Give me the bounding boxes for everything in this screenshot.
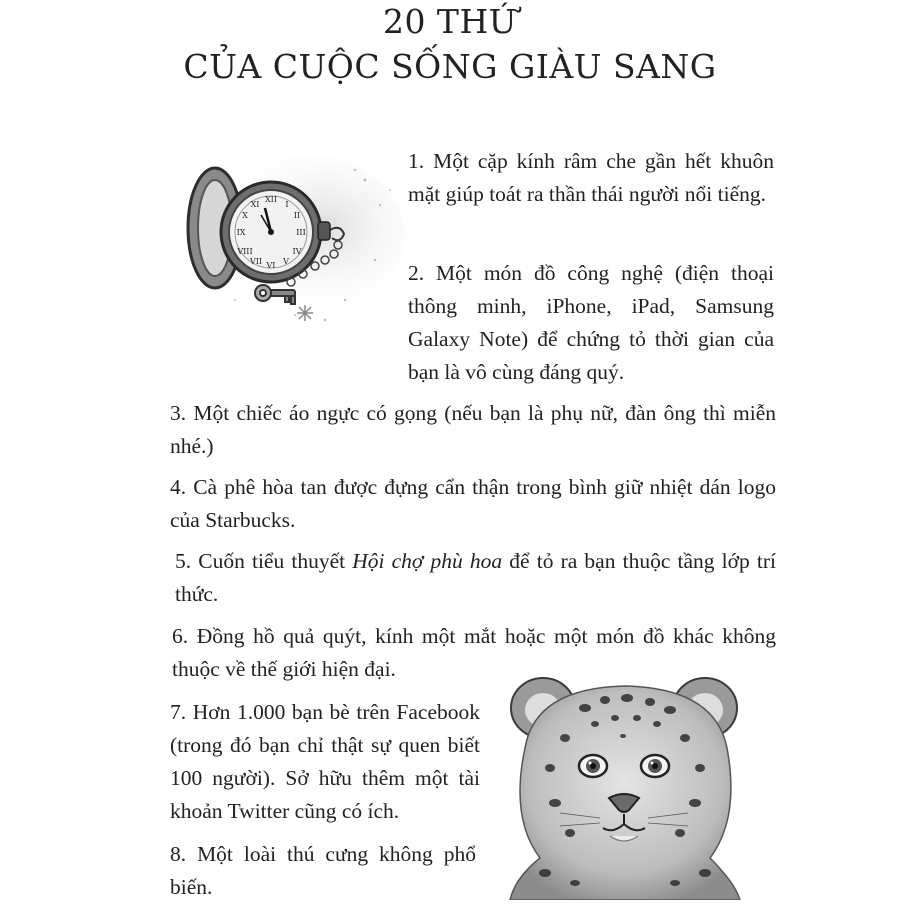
list-item-1: 1. Một cặp kính râm che gần hết khuôn mặt giúp toát ra thần thái người nổi tiếng. [408, 149, 774, 206]
svg-text:III: III [296, 228, 306, 237]
svg-text:IV: IV [292, 247, 302, 256]
svg-text:I: I [285, 200, 289, 209]
svg-text:VI: VI [266, 261, 276, 270]
svg-text:IX: IX [236, 228, 246, 237]
svg-text:XI: XI [250, 200, 260, 209]
svg-text:XII: XII [264, 195, 278, 204]
list-item-2: 2. Một món đồ công nghệ (điện thoại thông minh, iPhone, iPad, Samsung Galaxy Note) để chứng tỏ thời gian của bạn là vô cùng đáng quý. [408, 261, 774, 384]
list-item-7: 7. Hơn 1.000 bạn bè trên Facebook (trong đó bạn chỉ thật sự quen biết 100 người). Sở hữu thêm một tài khoản Twitter cũng có ích. [170, 700, 480, 823]
list-item-5-suffix: để tỏ ra bạn thuộc tầng lớp trí thức. [175, 549, 776, 606]
leopard-cub-icon [505, 668, 745, 900]
svg-text:VII: VII [249, 257, 263, 266]
list-item-3: 3. Một chiếc áo ngực có gọng (nếu bạn là phụ nữ, đàn ông thì miễn nhé.) [170, 401, 776, 458]
svg-text:VIII: VIII [237, 247, 253, 256]
pocket-watch-icon [175, 150, 405, 335]
svg-text:II: II [293, 211, 301, 220]
list-item-5-prefix: 5. Cuốn tiểu thuyết [175, 549, 353, 573]
page-title-line-2: CỦA CUỘC SỐNG GIÀU SANG [183, 47, 717, 86]
list-item-8: 8. Một loài thú cưng không phổ biến. [170, 842, 476, 899]
book-title: Hội chợ phù hoa [352, 549, 503, 573]
svg-text:X: X [242, 211, 248, 220]
list-item-4: 4. Cà phê hòa tan được đựng cẩn thận trong bình giữ nhiệt dán logo của Starbucks. [170, 475, 776, 532]
list-item-5 [175, 545, 776, 611]
svg-text:V: V [283, 257, 289, 266]
list-item-6: 6. Đồng hồ quả quýt, kính một mắt hoặc một món đồ khác không thuộc về thế giới hiện đại. [172, 624, 776, 681]
page-title-line-1: 20 THỨ [382, 2, 518, 41]
